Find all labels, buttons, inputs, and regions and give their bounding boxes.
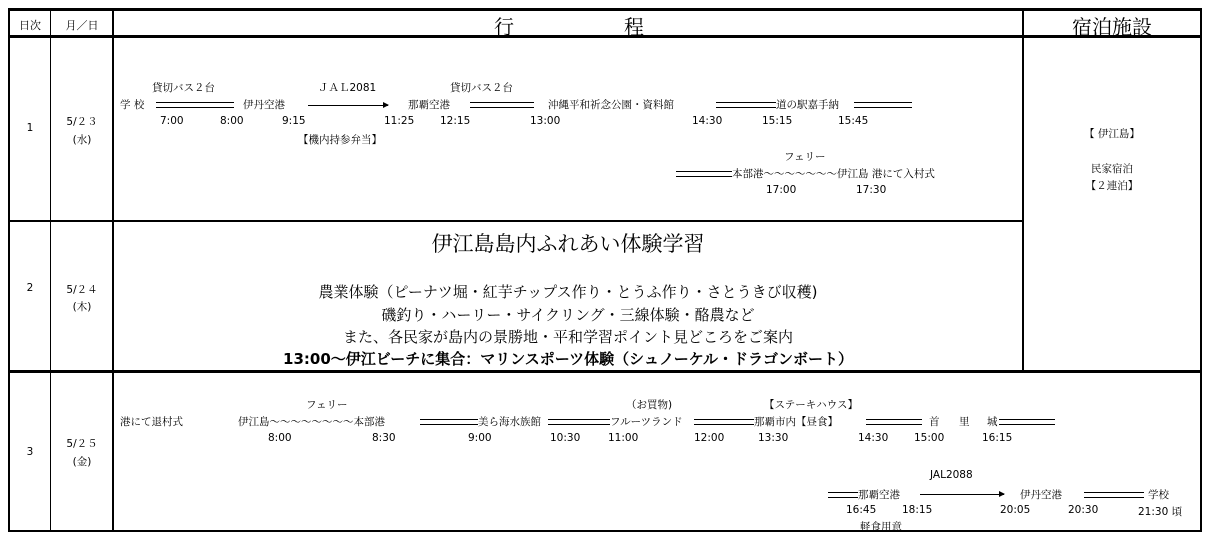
day1-lunch-note: 【機内持参弁当】 <box>298 134 382 146</box>
col-lodging-divider <box>1022 8 1024 372</box>
day2-no: 2 <box>26 282 34 294</box>
day3-flight-arrow <box>920 494 1004 495</box>
day3-shopping-label: （お買物) <box>626 399 673 411</box>
day3-time: 11:00 <box>608 432 639 444</box>
day1-time: 8:00 <box>220 115 244 127</box>
header-day: 日次 <box>19 19 41 32</box>
itinerary-table <box>8 8 1202 532</box>
day1-naha: 那覇空港 <box>408 99 450 111</box>
day3-time: 16:15 <box>982 432 1013 444</box>
day3-taison: 港にて退村式 <box>120 416 183 428</box>
day3-no: 3 <box>26 446 34 458</box>
day1-bus-line-2 <box>470 102 534 108</box>
day1-bus-label: 貸切バス２台 <box>152 82 215 94</box>
day3-time: 15:00 <box>914 432 945 444</box>
day3-steak-label: 【ステーキハウス】 <box>764 399 858 411</box>
day3-end-time: 21:30 頃 <box>1138 506 1183 518</box>
day3-bus-line-3 <box>694 419 754 425</box>
day3-itami: 伊丹空港 <box>1020 489 1062 501</box>
day3-bus-line-4 <box>866 419 922 425</box>
lodging-type: 民家宿泊 <box>1091 163 1133 175</box>
day3-ferry-label: フェリー <box>306 399 348 411</box>
day1-time: 15:15 <box>762 115 793 127</box>
day1-weekday: (水) <box>72 134 92 146</box>
day3-shuri: 里 <box>959 416 970 428</box>
day1-ferry-time: 17:00 <box>766 184 797 196</box>
day2-date: 5/２４ <box>66 284 98 296</box>
day1-time: 7:00 <box>160 115 184 127</box>
day3-time: 12:00 <box>694 432 725 444</box>
day1-bus-line-3 <box>716 102 776 108</box>
day3-flight-label: JAL2088 <box>930 469 973 481</box>
day3-weekday: (金) <box>72 456 92 468</box>
day3-fruits: フルーツランド <box>610 416 683 428</box>
day2-title: 伊江島島内ふれあい体験学習 <box>431 232 705 256</box>
day3-bus-line-2 <box>548 419 610 425</box>
day3-school: 学校 <box>1148 489 1169 501</box>
day3-naha-city: 那覇市内【昼食】 <box>754 416 838 428</box>
lodging-name: 【 伊江島】 <box>1084 128 1140 140</box>
day2-line2: 磯釣り・ハーリー・サイクリング・三線体験・酪農など <box>381 306 755 324</box>
day1-bus-label-2: 貸切バス２台 <box>450 82 513 94</box>
header-date: 月／日 <box>65 19 99 32</box>
day3-ie-to-motobu: 伊江島～～～～～～～～本部港 <box>238 416 385 428</box>
day1-time: 11:25 <box>384 115 415 127</box>
day1-peace-park: 沖縄平和祈念公園・資料館 <box>548 99 674 111</box>
day3-churaumi: 美ら海水族館 <box>478 416 541 428</box>
day1-time: 14:30 <box>692 115 723 127</box>
day3-bus-line-1 <box>420 419 478 425</box>
day1-time: 13:00 <box>530 115 561 127</box>
day1-no: 1 <box>26 122 34 134</box>
day1-ferry-road-line <box>676 171 732 177</box>
day3-date: 5/２５ <box>66 438 98 450</box>
day3-end-time: 16:45 <box>846 504 877 516</box>
header-lodging: 宿泊施設 <box>1072 15 1152 39</box>
day2-line3: また、各民家が島内の景勝地・平和学習ポイント見どころをご案内 <box>342 328 794 346</box>
day3-shuri: 城 <box>987 416 998 428</box>
day1-bus-line-1 <box>156 102 234 108</box>
day3-shuri: 首 <box>929 416 940 428</box>
day3-bus-line-5 <box>999 419 1055 425</box>
day1-michinoeki: 道の駅嘉手納 <box>776 99 839 111</box>
border-bottom <box>8 530 1202 532</box>
row1-divider <box>8 220 1024 222</box>
day1-school: 学 校 <box>120 99 145 111</box>
header-schedule-2: 程 <box>624 15 644 39</box>
day3-time: 9:00 <box>468 432 492 444</box>
day1-time: 12:15 <box>440 115 471 127</box>
day1-flight-arrow <box>308 105 388 106</box>
col-date-divider <box>112 8 114 532</box>
day1-time: 9:15 <box>282 115 306 127</box>
header-schedule-1: 行 <box>494 15 514 39</box>
day2-line1: 農業体験（ピーナツ堀・紅芋チップス作り・とうふ作り・さとうきび収穫) <box>318 283 818 301</box>
day3-time: 8:30 <box>372 432 396 444</box>
day2-line4: 13:00～伊江ビーチに集合：マリンスポーツ体験（シュノーケル・ドラゴンボート） <box>283 350 853 368</box>
day3-time: 14:30 <box>858 432 889 444</box>
border-left <box>8 8 10 532</box>
day3-time: 8:00 <box>268 432 292 444</box>
day3-bus-line-7 <box>1084 492 1144 498</box>
day1-date: 5/２３ <box>66 116 98 128</box>
day1-itami: 伊丹空港 <box>243 99 285 111</box>
col-day-divider <box>50 8 51 532</box>
border-right <box>1200 8 1202 532</box>
day1-ferry-route: 本部港～～～～～～～伊江島 港にて入村式 <box>732 168 935 180</box>
day2-weekday: (木) <box>72 301 92 313</box>
day3-end-time: 18:15 <box>902 504 933 516</box>
day1-time: 15:45 <box>838 115 869 127</box>
day3-meal-note: 軽食用意 <box>860 521 902 533</box>
day1-ferry-label: フェリー <box>784 151 826 163</box>
day1-flight-label: ＪＡＬ2081 <box>318 82 377 94</box>
day3-time: 10:30 <box>550 432 581 444</box>
day1-bus-line-4 <box>854 102 912 108</box>
day3-bus-line-6 <box>828 492 858 498</box>
day3-time: 13:30 <box>758 432 789 444</box>
lodging-nights: 【２連泊】 <box>1085 180 1139 192</box>
day3-naha: 那覇空港 <box>858 489 900 501</box>
day1-ferry-time: 17:30 <box>856 184 887 196</box>
day3-end-time: 20:05 <box>1000 504 1031 516</box>
day3-end-time: 20:30 <box>1068 504 1099 516</box>
